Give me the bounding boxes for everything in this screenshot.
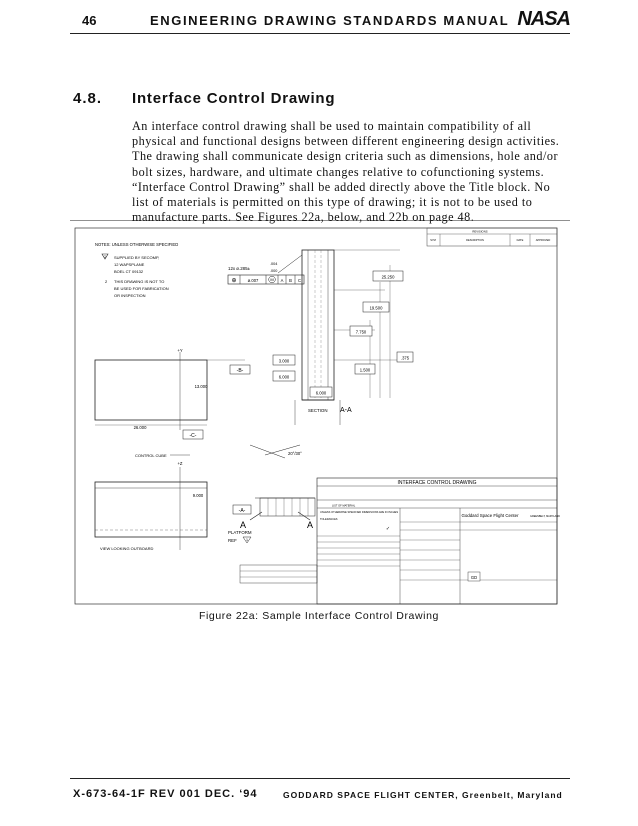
fcf-tolerance: ø.007	[247, 278, 259, 283]
platform-number: 1	[246, 538, 248, 542]
icd-banner: INTERFACE CONTROL DRAWING	[397, 480, 477, 486]
note1-number: 1	[104, 254, 106, 259]
note2-line3: OR INSPECTION	[114, 293, 146, 298]
footer-rule	[70, 778, 570, 779]
fcf-datum-c: C	[297, 278, 302, 283]
rev-col-date: DATE	[516, 239, 524, 242]
page-header	[70, 6, 570, 36]
section-paragraph	[132, 119, 562, 225]
platform-ref-label: REF	[228, 538, 237, 543]
hole-callout	[228, 255, 304, 284]
tolerance-note: UNLESS OTHERWISE SPECIFIED DIMENSIONS ARE IN INCHES	[320, 511, 399, 514]
rev-col-sym: SYM	[430, 239, 436, 242]
dim-6000b: 6.000	[315, 390, 327, 396]
approval-box	[240, 565, 317, 583]
hole-tol-minus: .000	[270, 269, 278, 273]
fcf-datum-a: A	[280, 278, 284, 283]
footer-org: GODDARD SPACE FLIGHT CENTER, Greenbelt, Maryland	[283, 790, 563, 800]
dim-7750: 7.750	[355, 329, 367, 335]
section-title: Interface Control Drawing	[132, 90, 336, 107]
title-block	[317, 478, 560, 604]
section-id: A-A	[340, 407, 352, 414]
dim-13000: 13.000	[194, 384, 208, 389]
datum-b: -B-	[236, 368, 244, 374]
cut-plane-a-left: A	[239, 520, 247, 530]
note2-line1: THIS DRAWING IS NOT TO	[114, 279, 165, 284]
view-outboard-label: VIEW LOOKING OUTBOARD	[100, 546, 154, 551]
revision-block	[427, 228, 557, 246]
fcf-modifier: M	[270, 277, 274, 283]
org-name: Goddard Space Flight Center	[461, 513, 519, 518]
tolerances-label: TOLERANCES	[320, 518, 338, 521]
interface-control-drawing	[70, 220, 570, 610]
control-cube-label: CONTROL CUBE	[135, 453, 167, 458]
dim-6000a: 6.000	[278, 374, 290, 380]
note1-line2: 12 WAPSPLANE	[114, 262, 145, 267]
position-tolerance-icon: ⊕	[231, 278, 237, 284]
nasa-logo: NASA	[517, 8, 570, 30]
axis-z-label: +Z	[177, 461, 183, 466]
page-number: 46	[82, 13, 97, 28]
dim-9000: 9.000	[192, 493, 204, 498]
platform-label: PLATFORM	[228, 530, 252, 535]
dim-25250: 25.250	[381, 274, 395, 280]
rev-col-approved: APPROVED	[535, 239, 551, 242]
angle-callout	[250, 445, 302, 458]
header-rule	[70, 33, 570, 34]
dim-angle: 20°/30°	[288, 451, 302, 456]
note2-number: 2	[105, 279, 108, 284]
drawing-notes	[95, 242, 178, 298]
note1-line1: SUPPLIED BY SECOMP,	[114, 255, 160, 260]
section-view	[273, 250, 413, 425]
hole-size-text: 12x ø.285±	[228, 266, 250, 271]
hole-tol-plus: .004	[270, 262, 278, 266]
document-id: X-673-64-1F REV 001 DEC. ‘94	[73, 788, 258, 800]
dim-19500: 19.500	[369, 305, 383, 311]
dim-26000: 26.000	[133, 425, 147, 430]
size-code: GD	[470, 575, 478, 580]
cut-plane-a-right: A	[306, 520, 314, 530]
org-location: GREENBELT, MARYLAND	[530, 515, 560, 518]
section-label: SECTION	[308, 408, 328, 413]
note2-line2: BE USED FOR FABRICATION	[114, 286, 169, 291]
list-of-material: LIST OF MATERIAL	[332, 504, 356, 508]
elevation-view	[95, 461, 315, 551]
fcf-datum-b: B	[289, 278, 292, 283]
section-number: 4.8.	[73, 90, 103, 107]
manual-title: ENGINEERING DRAWING STANDARDS MANUAL	[150, 13, 510, 28]
plan-view	[95, 348, 250, 458]
dim-1500: 1.500	[359, 367, 371, 373]
revisions-title: REVISIONS	[472, 229, 488, 234]
note1-line3: BOEL CT 09132	[114, 269, 144, 274]
datum-c: -C-	[189, 433, 197, 439]
dim-0375: .375	[400, 355, 410, 361]
figure-caption: Figure 22a: Sample Interface Control Drawing	[198, 610, 439, 622]
axis-y-label: +Y	[177, 348, 183, 353]
dim-3000: 3.000	[278, 358, 290, 364]
check-icon: ✓	[385, 526, 391, 532]
datum-a: -A-	[238, 508, 246, 514]
rev-col-description: DESCRIPTION	[466, 239, 484, 242]
notes-title: NOTES: UNLESS OTHERWISE SPECIFIED	[95, 242, 179, 247]
paragraph-text: An interface control drawing shall be used to maintain compatibility of all physical and functional designs between different engineering design activities. The drawing shall communicate design criteria such as dimensions, hole and/or bolt sizes, hardware, and ultimate changes relative to cofunctioning systems. “Interface Control Drawing” shall be added directly above the Title block. No list of materials is permitted on this type of drawing; it is not to be used to manufacture parts. See Figures 22a, below, and 22b on page 48.	[132, 119, 560, 225]
